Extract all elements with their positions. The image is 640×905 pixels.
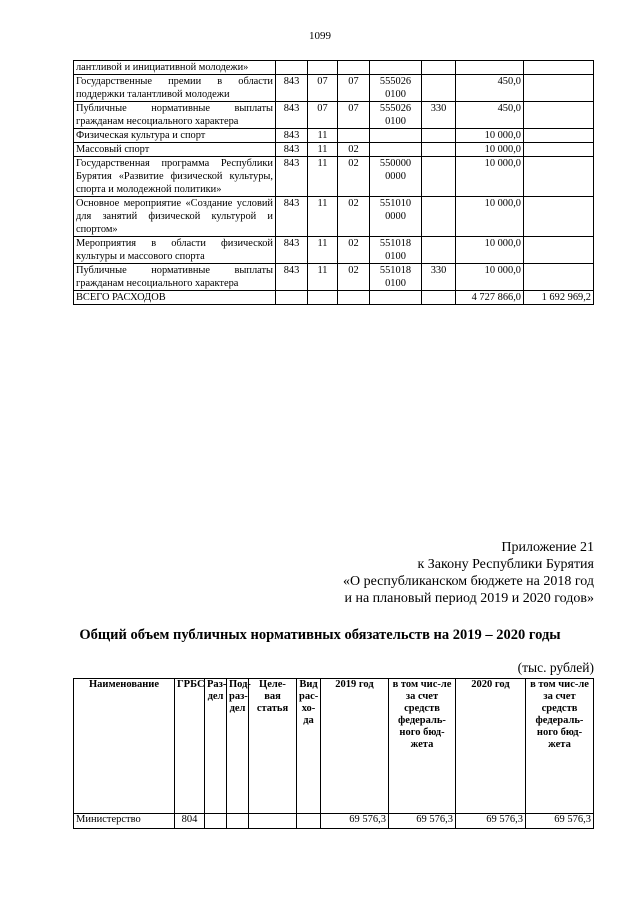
cell-celevaya-statya <box>370 291 422 305</box>
cell-amount-1: 10 000,0 <box>456 157 524 197</box>
cell-amount-1: 450,0 <box>456 102 524 129</box>
units-label: (тыс. рублей) <box>517 660 594 675</box>
document-title: Общий объем публичных нормативных обязательств на 2019 – 2020 годы <box>79 627 561 643</box>
cell-vid-rashoda <box>422 129 456 143</box>
header-celevaya-statya: Целе-вая статья <box>249 679 297 814</box>
table-row <box>74 61 594 75</box>
header-vid-rashoda: Вид рас-хо-да <box>297 679 321 814</box>
cell-razdel: 11 <box>308 157 338 197</box>
cell-amount-1: 10 000,0 <box>456 143 524 157</box>
cell-podrazdel: 07 <box>338 102 370 129</box>
cell-amount-2 <box>524 157 594 197</box>
cell-celevaya-statya <box>370 157 422 197</box>
table-row <box>74 143 594 157</box>
cell-celevaya-statya-part: 555026 <box>379 76 412 87</box>
cell-2019: 69 576,3 <box>321 814 389 829</box>
cell-name: Мероприятия в области физической культуры и массового спорта <box>74 237 276 264</box>
cell-celevaya-statya-part: 551018 <box>379 265 412 276</box>
cell-celevaya-statya-part: 0100 <box>385 251 406 262</box>
header-razdel: Раз-дел <box>205 679 227 814</box>
cell-razdel <box>308 61 338 75</box>
cell-amount-2 <box>524 61 594 75</box>
table-row <box>74 237 594 264</box>
cell-celevaya-statya <box>370 237 422 264</box>
cell-fed-2019: 69 576,3 <box>389 814 456 829</box>
table-row <box>74 814 594 829</box>
cell-celevaya-statya <box>370 61 422 75</box>
cell-name: Основное мероприятие «Создание условий для занятий физической культурой и спортом» <box>74 197 276 237</box>
cell-name: Государственная программа Республики Бурятия «Развитие физической культуры, спорта и молодежной политики» <box>74 157 276 197</box>
cell-vid-rashoda <box>422 75 456 102</box>
cell-amount-2 <box>524 143 594 157</box>
cell-celevaya-statya <box>370 129 422 143</box>
cell-razdel: 11 <box>308 143 338 157</box>
cell-grbs: 804 <box>175 814 205 829</box>
cell-2020: 69 576,3 <box>456 814 526 829</box>
cell-podrazdel <box>227 814 249 829</box>
table-row <box>74 197 594 237</box>
cell-celevaya-statya-part: 0100 <box>385 89 406 100</box>
cell-name: Государственные премии в области поддержки талантливой молодежи <box>74 75 276 102</box>
page-number: 1099 <box>309 30 331 42</box>
cell-fed-2020: 69 576,3 <box>526 814 594 829</box>
cell-razdel: 11 <box>308 197 338 237</box>
header-2020: 2020 год <box>456 679 526 814</box>
cell-razdel: 11 <box>308 264 338 291</box>
cell-vid-rashoda <box>422 157 456 197</box>
cell-razdel: 07 <box>308 102 338 129</box>
cell-amount-2 <box>524 237 594 264</box>
cell-grbs: 843 <box>276 75 308 102</box>
header-fed-2019: в том чис-ле за счет средств федераль-ного бюд-жета <box>389 679 456 814</box>
obligations-table <box>73 678 594 829</box>
cell-name: лантливой и инициативной молодежи» <box>74 61 276 75</box>
header-name: Наименование <box>74 679 175 814</box>
cell-celevaya-statya-part: 0100 <box>385 278 406 289</box>
cell-celevaya-statya-part: 551018 <box>379 238 412 249</box>
cell-celevaya-statya-part: 550000 <box>379 158 412 169</box>
table-row <box>74 102 594 129</box>
cell-vid-rashoda: 330 <box>422 264 456 291</box>
cell-podrazdel: 02 <box>338 197 370 237</box>
cell-name: Публичные нормативные выплаты гражданам несоциального характера <box>74 264 276 291</box>
cell-celevaya-statya <box>370 143 422 157</box>
cell-vid-rashoda <box>422 291 456 305</box>
cell-grbs: 843 <box>276 237 308 264</box>
cell-vid-rashoda <box>422 61 456 75</box>
cell-razdel: 11 <box>308 129 338 143</box>
cell-celevaya-statya <box>370 75 422 102</box>
cell-podrazdel <box>338 291 370 305</box>
cell-grbs: 843 <box>276 197 308 237</box>
cell-celevaya-statya <box>370 102 422 129</box>
cell-amount-2 <box>524 129 594 143</box>
cell-amount-1 <box>456 61 524 75</box>
header-podrazdel: Под-раз-дел <box>227 679 249 814</box>
cell-amount-2 <box>524 102 594 129</box>
appendix-line: к Закону Республики Бурятия <box>417 557 594 572</box>
cell-razdel <box>308 291 338 305</box>
cell-name: ВСЕГО РАСХОДОВ <box>74 291 276 305</box>
appendix-line: Приложение 21 <box>501 540 594 555</box>
cell-grbs: 843 <box>276 157 308 197</box>
cell-celevaya-statya <box>370 197 422 237</box>
table-header-row <box>74 679 594 814</box>
cell-celevaya-statya-part: 0000 <box>385 211 406 222</box>
cell-celevaya-statya-part: 0000 <box>385 171 406 182</box>
cell-amount-1: 10 000,0 <box>456 264 524 291</box>
table-row <box>74 129 594 143</box>
header-fed-2020: в том чис-ле за счет средств федераль-ного бюд-жета <box>526 679 594 814</box>
cell-podrazdel <box>338 61 370 75</box>
table-row <box>74 75 594 102</box>
cell-grbs: 843 <box>276 264 308 291</box>
table-row <box>74 291 594 305</box>
cell-amount-1: 10 000,0 <box>456 197 524 237</box>
cell-name: Публичные нормативные выплаты гражданам несоциального характера <box>74 102 276 129</box>
cell-amount-2 <box>524 197 594 237</box>
appendix-line: и на плановый период 2019 и 2020 годов» <box>344 591 594 606</box>
cell-vid-rashoda: 330 <box>422 102 456 129</box>
cell-podrazdel: 02 <box>338 157 370 197</box>
appendix-line: «О республиканском бюджете на 2018 год <box>343 574 594 589</box>
cell-celevaya-statya-part: 0100 <box>385 116 406 127</box>
cell-grbs: 843 <box>276 143 308 157</box>
header-2019: 2019 год <box>321 679 389 814</box>
cell-celevaya-statya <box>249 814 297 829</box>
cell-vid-rashoda <box>297 814 321 829</box>
expenditure-table <box>73 60 594 305</box>
cell-grbs: 843 <box>276 129 308 143</box>
cell-amount-2 <box>524 75 594 102</box>
cell-amount-1: 10 000,0 <box>456 237 524 264</box>
table-row <box>74 264 594 291</box>
table-row <box>74 157 594 197</box>
cell-name: Физическая культура и спорт <box>74 129 276 143</box>
cell-amount-2 <box>524 264 594 291</box>
cell-razdel <box>205 814 227 829</box>
cell-vid-rashoda <box>422 143 456 157</box>
cell-name: Министерство <box>74 814 175 829</box>
cell-podrazdel: 02 <box>338 143 370 157</box>
cell-podrazdel <box>338 129 370 143</box>
cell-amount-1: 450,0 <box>456 75 524 102</box>
cell-amount-1: 4 727 866,0 <box>456 291 524 305</box>
cell-vid-rashoda <box>422 237 456 264</box>
cell-amount-2: 1 692 969,2 <box>524 291 594 305</box>
cell-grbs <box>276 291 308 305</box>
cell-razdel: 11 <box>308 237 338 264</box>
cell-celevaya-statya-part: 555026 <box>379 103 412 114</box>
cell-razdel: 07 <box>308 75 338 102</box>
cell-vid-rashoda <box>422 197 456 237</box>
cell-name: Массовый спорт <box>74 143 276 157</box>
cell-celevaya-statya <box>370 264 422 291</box>
cell-grbs <box>276 61 308 75</box>
cell-podrazdel: 02 <box>338 237 370 264</box>
cell-grbs: 843 <box>276 102 308 129</box>
appendix-header <box>343 539 594 607</box>
cell-celevaya-statya-part: 551010 <box>379 198 412 209</box>
header-grbs: ГРБС <box>175 679 205 814</box>
cell-amount-1: 10 000,0 <box>456 129 524 143</box>
cell-podrazdel: 07 <box>338 75 370 102</box>
cell-podrazdel: 02 <box>338 264 370 291</box>
